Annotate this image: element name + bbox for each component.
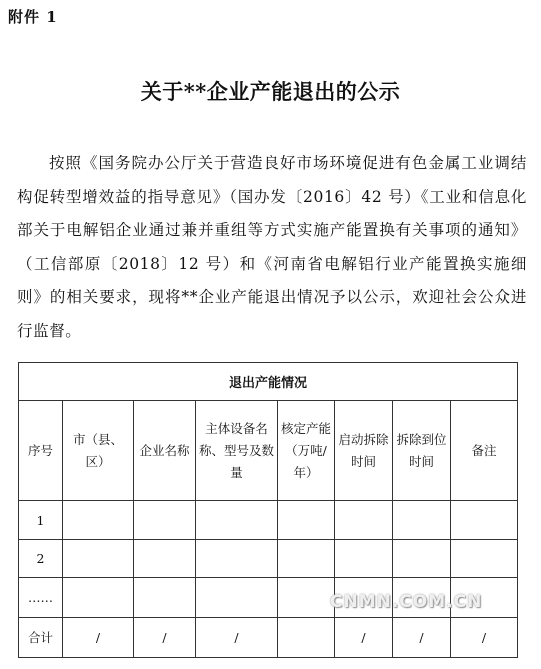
- table-title: 退出产能情况: [19, 363, 518, 401]
- table-cell: [134, 577, 196, 617]
- table-cell: [451, 501, 518, 539]
- table-cell: [63, 539, 134, 577]
- exit-capacity-table: [18, 362, 518, 658]
- body-paragraph: 按照《国务院办公厅关于营造良好市场环境促进有色金属工业调结构促转型增效益的指导意见》（国办发〔2016〕42 号）《工业和信息化部关于电解铝企业通过兼并重组等方式实施产能置换有关事项的通知》（工信部原〔2018〕12 号）和《河南省电解铝行业产能置换实施细则》的相关要求，现将**企业产能退出情况予以公示，欢迎社会公众进行监督。: [17, 154, 527, 340]
- header-start-time: 启动拆除时间: [335, 401, 393, 501]
- table-total-row: [19, 617, 518, 657]
- table-cell: [134, 539, 196, 577]
- table-cell: [278, 539, 335, 577]
- table-cell: [335, 501, 393, 539]
- table-cell: /: [451, 617, 518, 657]
- table-cell: [278, 501, 335, 539]
- table-cell: [393, 501, 451, 539]
- table-cell: ……: [19, 577, 63, 617]
- table-cell: 1: [19, 501, 63, 539]
- header-index: 序号: [19, 401, 63, 501]
- header-capacity: 核定产能（万吨/年）: [278, 401, 335, 501]
- table-cell: /: [393, 617, 451, 657]
- table-cell: [134, 501, 196, 539]
- table-cell: /: [63, 617, 134, 657]
- table-header-row: [19, 401, 518, 501]
- table-cell: /: [196, 617, 278, 657]
- header-remarks: 备注: [451, 401, 518, 501]
- table-cell: /: [335, 617, 393, 657]
- table-cell: [451, 539, 518, 577]
- table-cell: [63, 501, 134, 539]
- table-cell: [63, 577, 134, 617]
- table-cell: [196, 501, 278, 539]
- header-company-name: 企业名称: [134, 401, 196, 501]
- table-cell: 合计: [19, 617, 63, 657]
- table-cell: [196, 539, 278, 577]
- header-city: 市（县、区）: [63, 401, 134, 501]
- page-title: 关于**企业产能退出的公示: [140, 79, 401, 104]
- table-row: [19, 501, 518, 539]
- table-cell: 2: [19, 539, 63, 577]
- table-cell: [393, 539, 451, 577]
- table-cell: [278, 577, 335, 617]
- header-equipment: 主体设备名称、型号及数量: [196, 401, 278, 501]
- table-cell: /: [134, 617, 196, 657]
- header-end-time: 拆除到位时间: [393, 401, 451, 501]
- site-watermark: CNMN.COM.CN: [330, 592, 483, 612]
- table-cell: [335, 539, 393, 577]
- table-row: [19, 539, 518, 577]
- attachment-label: 附件 1: [8, 8, 58, 26]
- table-cell: [196, 577, 278, 617]
- table-cell: [278, 617, 335, 657]
